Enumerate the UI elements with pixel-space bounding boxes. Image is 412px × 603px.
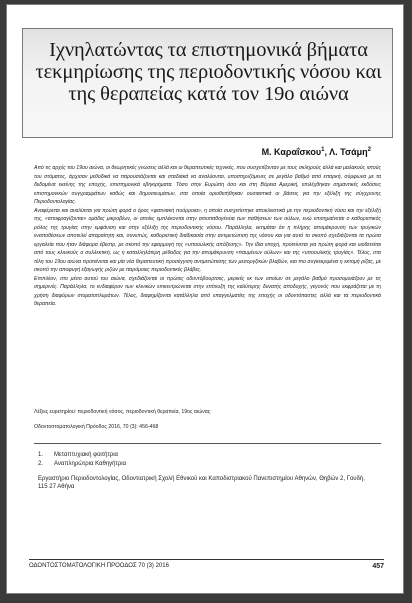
affiliation: Εργαστήριο Περιοδοντολογίας, Οδοντιατρική Σχολή Εθνικού και Καποδιστριακού Πανεπιστημίου Αθηνών, Θηβών 2, Γουδή, 115 27 Αθήνα: [38, 475, 365, 491]
footnote-number: 1.: [38, 452, 44, 458]
journal-name: ΟΔΟΝΤΟΣΤΟΜΑΤΟΛΟΓΙΚΗ ΠΡΟΟΔΟΣ 70 (3) 2016: [29, 563, 169, 569]
journal-page: [6, 4, 404, 594]
abstract-paragraph: Από τις αρχές του 19ου αιώνα, οι θεωρητικές γνώσεις αλλά και οι θεραπευτικές τεχνικές, που συσχετίζονταν με τους σκληρούς αλλά και μαλακούς ιστούς του στόματος, άρχισαν μεθοδικά να παρουσιάζονται και σταδιακά να αναλύονται, υποστηριζόμενες σε μεγάλο βαθμό από επαρκή, σύμφωνα με τα δεδομένα εκείνης της εποχής, επιστημονικά εβηκιρήματα. Τόσο στην Ευρώπη όσο και στη Βόρεια Αμερική, επιλέχθηκαν σημαντικές εκδόσεις επιστημονικών συγγραμμάτων καθώς και δημοσιευμάτων, στα οποία οριοθετήθηκαν ουσιαστικά οι βάσεις για την εξέλιξη της σύγχρονης Περιοδοντολογίας.: [34, 165, 381, 205]
footnote-text: Αναπληρώτρια Καθηγήτρια: [54, 460, 127, 467]
author-2-affiliation: 2: [367, 147, 371, 153]
author-1-affiliation: 1: [321, 147, 325, 153]
footnote: [38, 451, 381, 460]
footnotes: [34, 451, 381, 492]
footnote-text: Μεταπτυχιακή φοιτήτρια: [54, 452, 119, 458]
abstract-paragraph: Αναφέρεται και αναλύεται για πρώτη φορά ο όρος «φατνιακή πυόρροια», η οποία συσχετίστηκε αποκλειστικά με την περιοδοντική νόσο και την εξέλιξή της, «αποφραγίζονται» ομάδες μικροβίων, οι οποίες εμπλέκονται στην αιτιοπαθογένεια των παθήσεων των ούλων, ενώ επισημαίνεται ο καθοριστικός ρόλος της τρυγίας στην εμφάνιση και στην εξέλιξη της περιοδοντικής νόσου. Παράλληλα, εκτιμάται ότι η πλήρης απομάκρυνση των τρυγικών εναποθέσεων αποτελεί απαραίτητη και, συνεπώς, καθοριστική διαδικασία στην αντιμετώπιση της νόσου και για αυτό το σκοπό σχεδιάζονται τα πρώτα εργαλεία που ήταν διάφορα έβεστρ, με σκοπό την εφαρμογή της «υποουλικής απόξεσης». Την ίδια εποχή, προτείνεται για πρώτη φορά και υιοθετείται από τους κλινικούς ο συλλεκτική, ως η καταλληλότερη μέθοδος για την απομάκρυνση «παυμένων ούλων» και της «υποουλικής τρυγίας». Τέλος, στα τέλη του 19ου αιώνα προτείνεται και μία νέα θεραπευτική προσέγγιση αντιμετώπισης των μεσοργζικών βλαβών, και πιο συγκεκριμένα η εκτομή ρίζας, με σκοπό την αποφυγή εξαγωγής ριζών με παρόμοιες περιοδοντικές βλάβες.: [34, 207, 381, 273]
keywords: Λέξεις ευρετηρίου: περιοδοντική νόσος, περιοδοντική θεραπεία, 19ος αιώνας: [34, 409, 211, 415]
footnote-divider: [34, 443, 381, 444]
abstract: [34, 164, 381, 309]
page-footer: [29, 559, 384, 570]
authors: [262, 147, 371, 157]
footnote-number: 2.: [38, 460, 44, 467]
abstract-paragraph: Επιπλέον, στο μέσο αυτού του αιώνα, σχεδιάζονται οι πρώτες οδοντόβουρτσες, μερικές εκ των οποίων σε μεγάλο βαθμό προσομοιάζουν με τις σημερινές. Παράλληλα, το ενδιαφέρον των κλινικών επικεντρώνεται στην επίτευξη της καλύτερης δυνατής αποδοχής, γεγονός που εκφράζεται με τη χρήση διαφόρων στοματοπλυμάτων. Τέλος, διαφημίζονται κατάλληλα από επαγγελματίες της εποχής οι οδοντόπαστες αλλά και τα περιοδοντικά θεραπεία.: [34, 275, 381, 307]
article-title: Ιχνηλατώντας τα επιστημονικά βήματα τεκμηρίωσης της περιοδοντικής νόσου και της θεραπείας κατά τον 19ο αιώνα: [35, 39, 382, 105]
page-number: 457: [372, 563, 384, 570]
citation: Οδοντοστοματολογική Πρόοδος 2016, 70 (3): 456-468: [34, 424, 159, 430]
author-2: , Λ. Τσάμη: [324, 147, 368, 157]
title-box: [22, 28, 393, 138]
footnote: [38, 460, 381, 469]
author-1: Μ. Καραΐσκου: [261, 147, 322, 157]
